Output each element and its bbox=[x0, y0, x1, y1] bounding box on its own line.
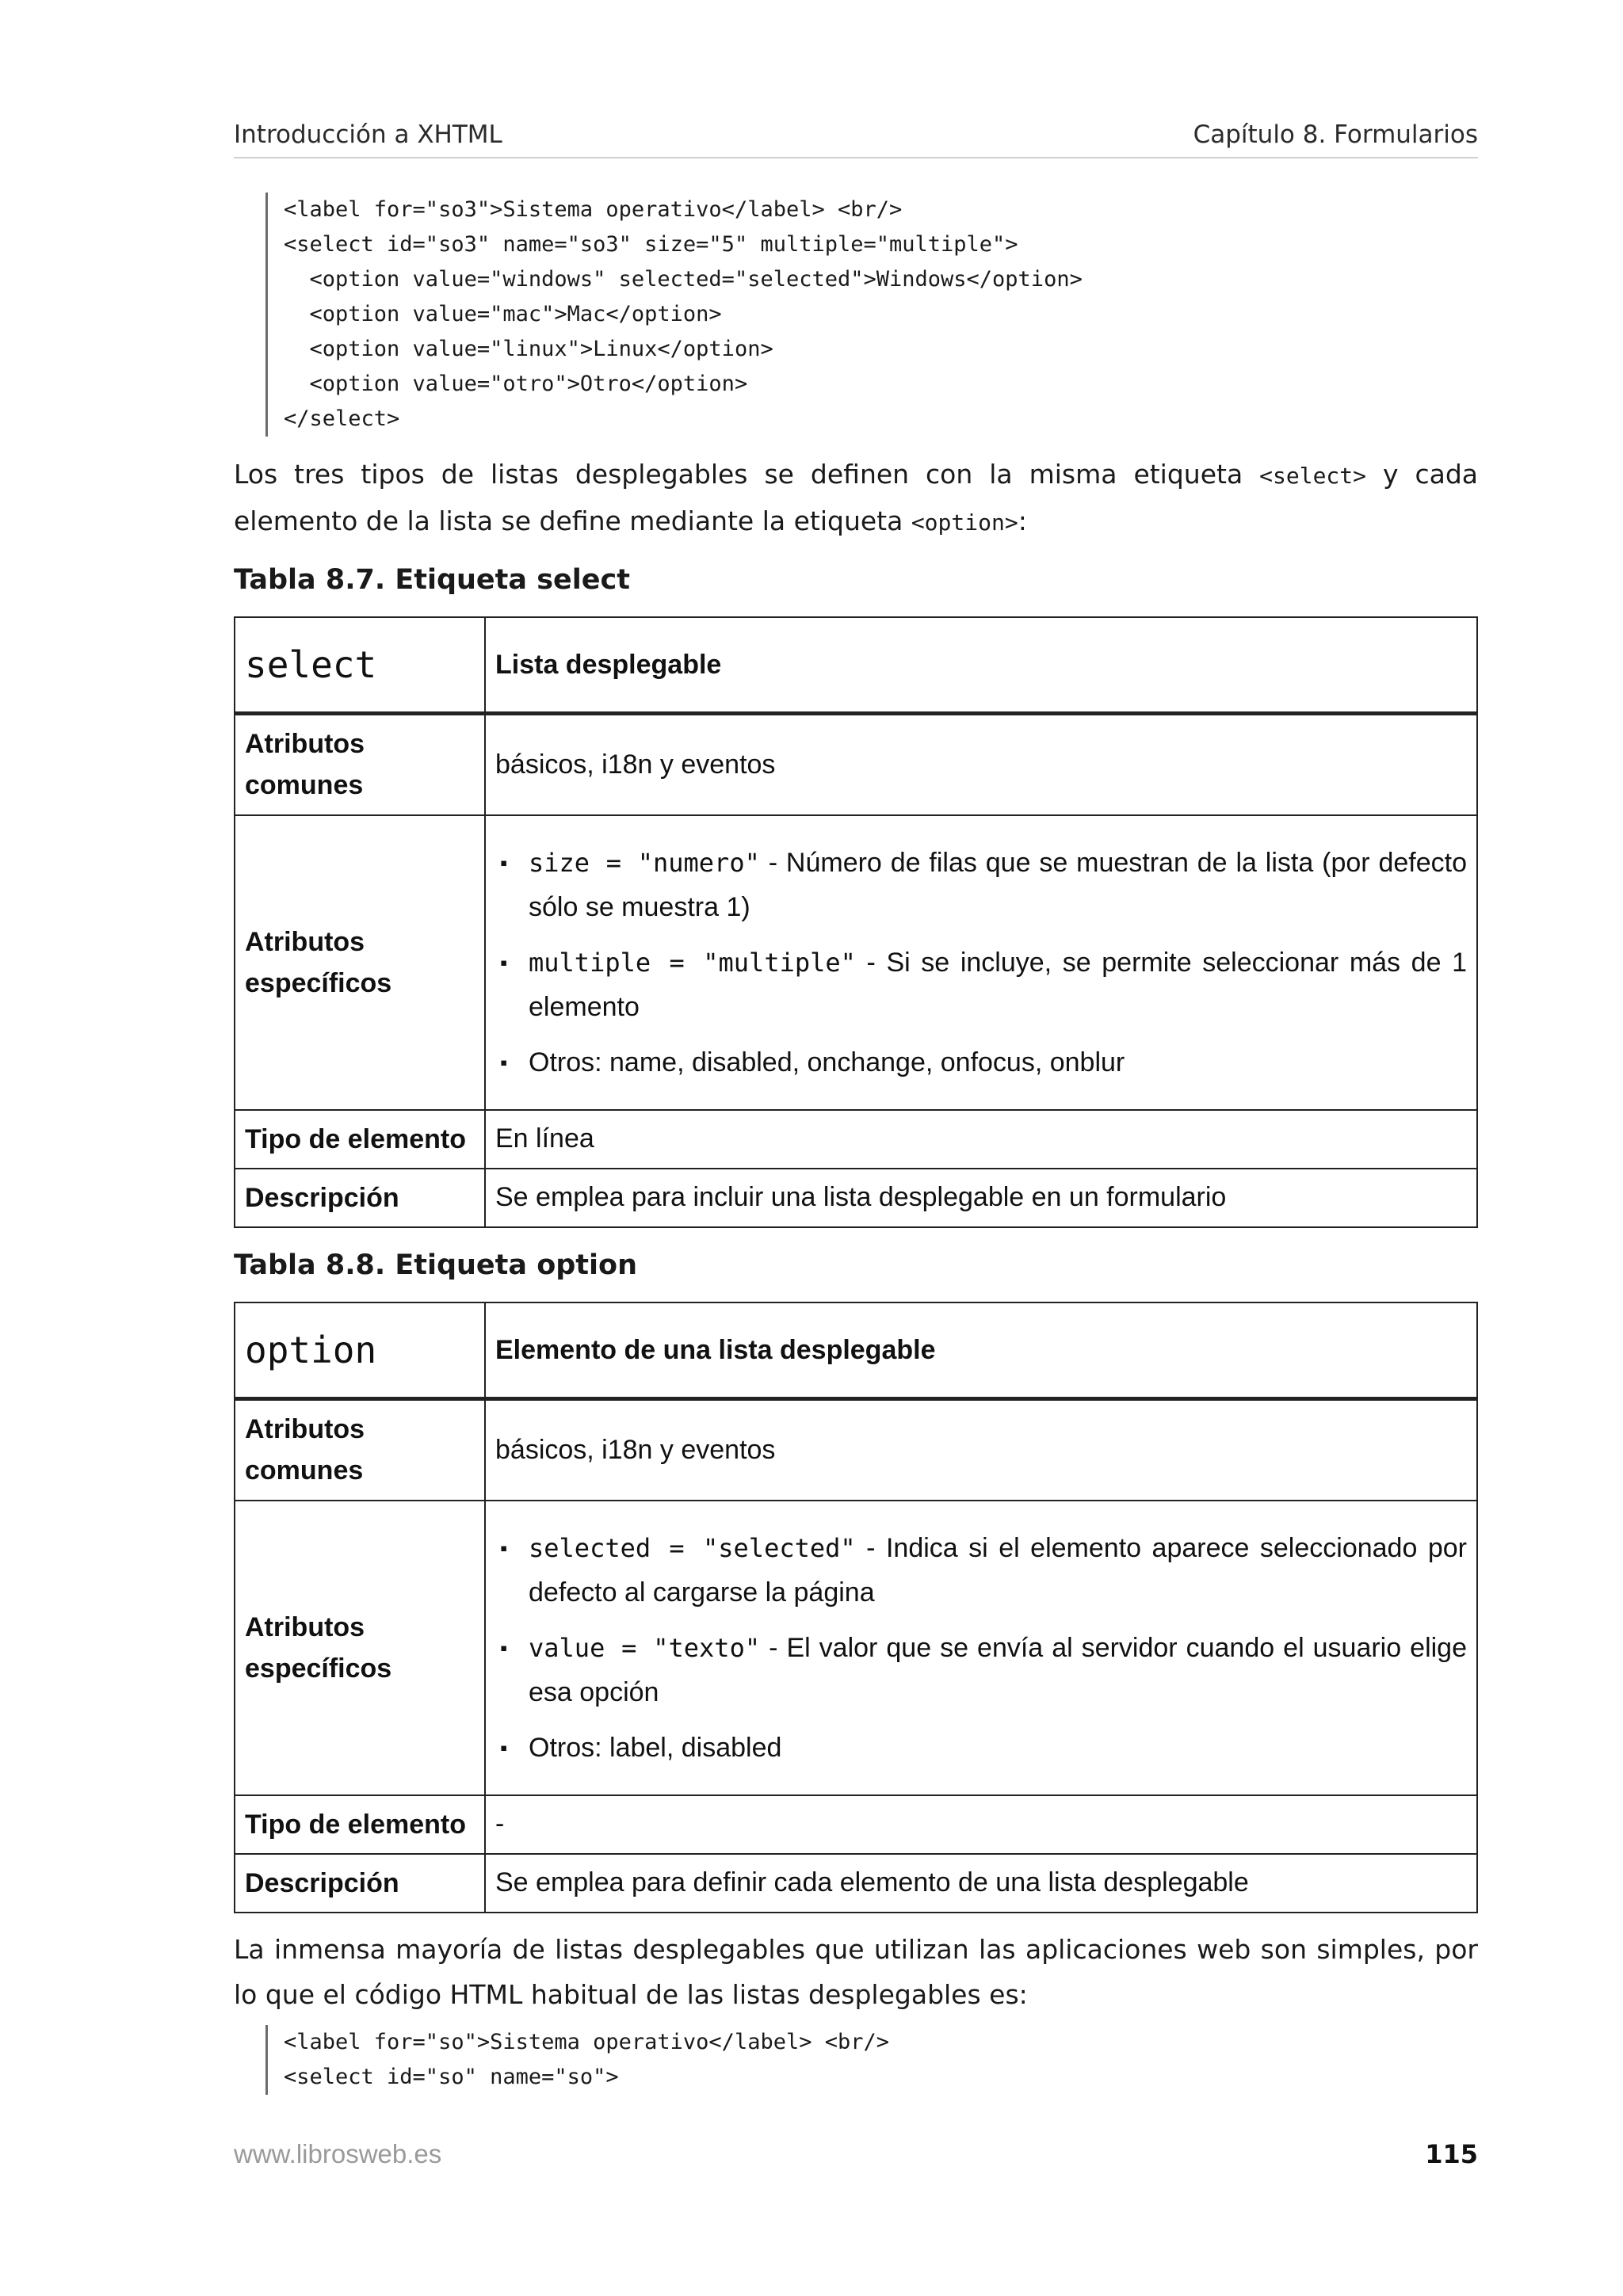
attribute-text: - Número de filas que se muestran de la lista (por defecto sólo se muestra 1) bbox=[529, 847, 1467, 922]
row-value: Se emplea para definir cada elemento de una lista desplegable bbox=[485, 1854, 1477, 1913]
inline-code-option: <option> bbox=[911, 509, 1018, 536]
row-label: Atributos comunes bbox=[235, 1399, 485, 1501]
row-value: Se emplea para incluir una lista desplegable en un formulario bbox=[485, 1169, 1477, 1227]
header-book-title: Introducción a XHTML bbox=[234, 120, 502, 149]
table-row bbox=[235, 1795, 1477, 1854]
inline-code-select: <select> bbox=[1259, 463, 1366, 489]
row-value bbox=[485, 815, 1477, 1110]
table-header-row bbox=[235, 617, 1477, 714]
paragraph-text: y cada elemento de la lista se define mediante la etiqueta bbox=[234, 459, 1478, 536]
row-label: Atributos específicos bbox=[235, 815, 485, 1110]
list-item bbox=[495, 1526, 1467, 1615]
attribute-code: value = "texto" bbox=[529, 1632, 761, 1663]
table-caption-option: Tabla 8.8. Etiqueta option bbox=[234, 1249, 637, 1281]
code-block-select-multiple bbox=[265, 193, 1083, 437]
code-line: <select id="so" name="so"> bbox=[284, 2065, 619, 2089]
table-row bbox=[235, 1169, 1477, 1227]
code-line: <label for="so3">Sistema operativo</label> <br/> bbox=[284, 197, 903, 222]
attribute-list bbox=[495, 1526, 1467, 1770]
row-label: Descripción bbox=[235, 1169, 485, 1227]
table-row bbox=[235, 1110, 1477, 1169]
attribute-code: multiple = "multiple" bbox=[529, 947, 856, 978]
attribute-text: - Si se incluye, se permite seleccionar más de 1 elemento bbox=[529, 947, 1467, 1022]
row-label: Tipo de elemento bbox=[235, 1110, 485, 1169]
tag-title: Elemento de una lista desplegable bbox=[485, 1302, 1477, 1399]
code-line: <option value="otro">Otro</option> bbox=[284, 372, 748, 396]
tag-name: select bbox=[235, 617, 485, 714]
table-row bbox=[235, 714, 1477, 815]
row-value: básicos, i18n y eventos bbox=[485, 714, 1477, 815]
tag-name: option bbox=[235, 1302, 485, 1399]
code-line: </select> bbox=[284, 406, 400, 431]
row-value: - bbox=[485, 1795, 1477, 1854]
list-item bbox=[495, 1040, 1467, 1085]
code-line: <option value="mac">Mac</option> bbox=[284, 302, 722, 326]
list-item bbox=[495, 1626, 1467, 1714]
page-footer bbox=[234, 2139, 1478, 2169]
table-row bbox=[235, 1399, 1477, 1501]
page-number: 115 bbox=[1425, 2139, 1478, 2169]
code-line: <label for="so">Sistema operativo</label> <br/> bbox=[284, 2030, 890, 2054]
footer-website: www.librosweb.es bbox=[234, 2139, 442, 2168]
table-select bbox=[234, 616, 1478, 1228]
table-row bbox=[235, 815, 1477, 1110]
attribute-code: selected = "selected" bbox=[529, 1532, 856, 1563]
attribute-code: size = "numero" bbox=[529, 847, 760, 878]
row-label: Atributos específicos bbox=[235, 1501, 485, 1795]
table-header-row bbox=[235, 1302, 1477, 1399]
paragraph-text: : bbox=[1018, 505, 1027, 536]
row-value bbox=[485, 1501, 1477, 1795]
table-row bbox=[235, 1501, 1477, 1795]
list-item bbox=[495, 1726, 1467, 1770]
list-item bbox=[495, 841, 1467, 929]
header-chapter-title: Capítulo 8. Formularios bbox=[1193, 120, 1478, 149]
row-label: Descripción bbox=[235, 1854, 485, 1913]
attribute-text: Otros: label, disabled bbox=[529, 1732, 782, 1763]
attribute-text: Otros: name, disabled, onchange, onfocus, onblur bbox=[529, 1047, 1125, 1077]
paragraph-text: Los tres tipos de listas desplegables se definen con la misma etiqueta bbox=[234, 459, 1260, 490]
list-item bbox=[495, 940, 1467, 1029]
table-row bbox=[235, 1854, 1477, 1913]
code-line: <option value="windows" selected="selected">Windows</option> bbox=[284, 267, 1083, 292]
running-header bbox=[234, 120, 1478, 158]
code-block-select-simple bbox=[265, 2025, 889, 2095]
row-label: Tipo de elemento bbox=[235, 1795, 485, 1854]
attribute-text: - Indica si el elemento aparece seleccionado por defecto al cargarse la página bbox=[529, 1532, 1467, 1608]
paragraph-simple-lists: La inmensa mayoría de listas desplegables que utilizan las aplicaciones web son simples, por lo que el código HTML habitual de las listas desplegables es: bbox=[234, 1934, 1478, 2010]
paragraph-intro bbox=[234, 452, 1478, 545]
row-value: En línea bbox=[485, 1110, 1477, 1169]
table-caption-select: Tabla 8.7. Etiqueta select bbox=[234, 564, 630, 596]
row-value: básicos, i18n y eventos bbox=[485, 1399, 1477, 1501]
row-label: Atributos comunes bbox=[235, 714, 485, 815]
attribute-text: - El valor que se envía al servidor cuando el usuario elige esa opción bbox=[529, 1632, 1467, 1707]
table-option bbox=[234, 1302, 1478, 1913]
code-line: <select id="so3" name="so3" size="5" multiple="multiple"> bbox=[284, 232, 1018, 257]
attribute-list bbox=[495, 841, 1467, 1085]
code-line: <option value="linux">Linux</option> bbox=[284, 337, 773, 361]
tag-title: Lista desplegable bbox=[485, 617, 1477, 714]
